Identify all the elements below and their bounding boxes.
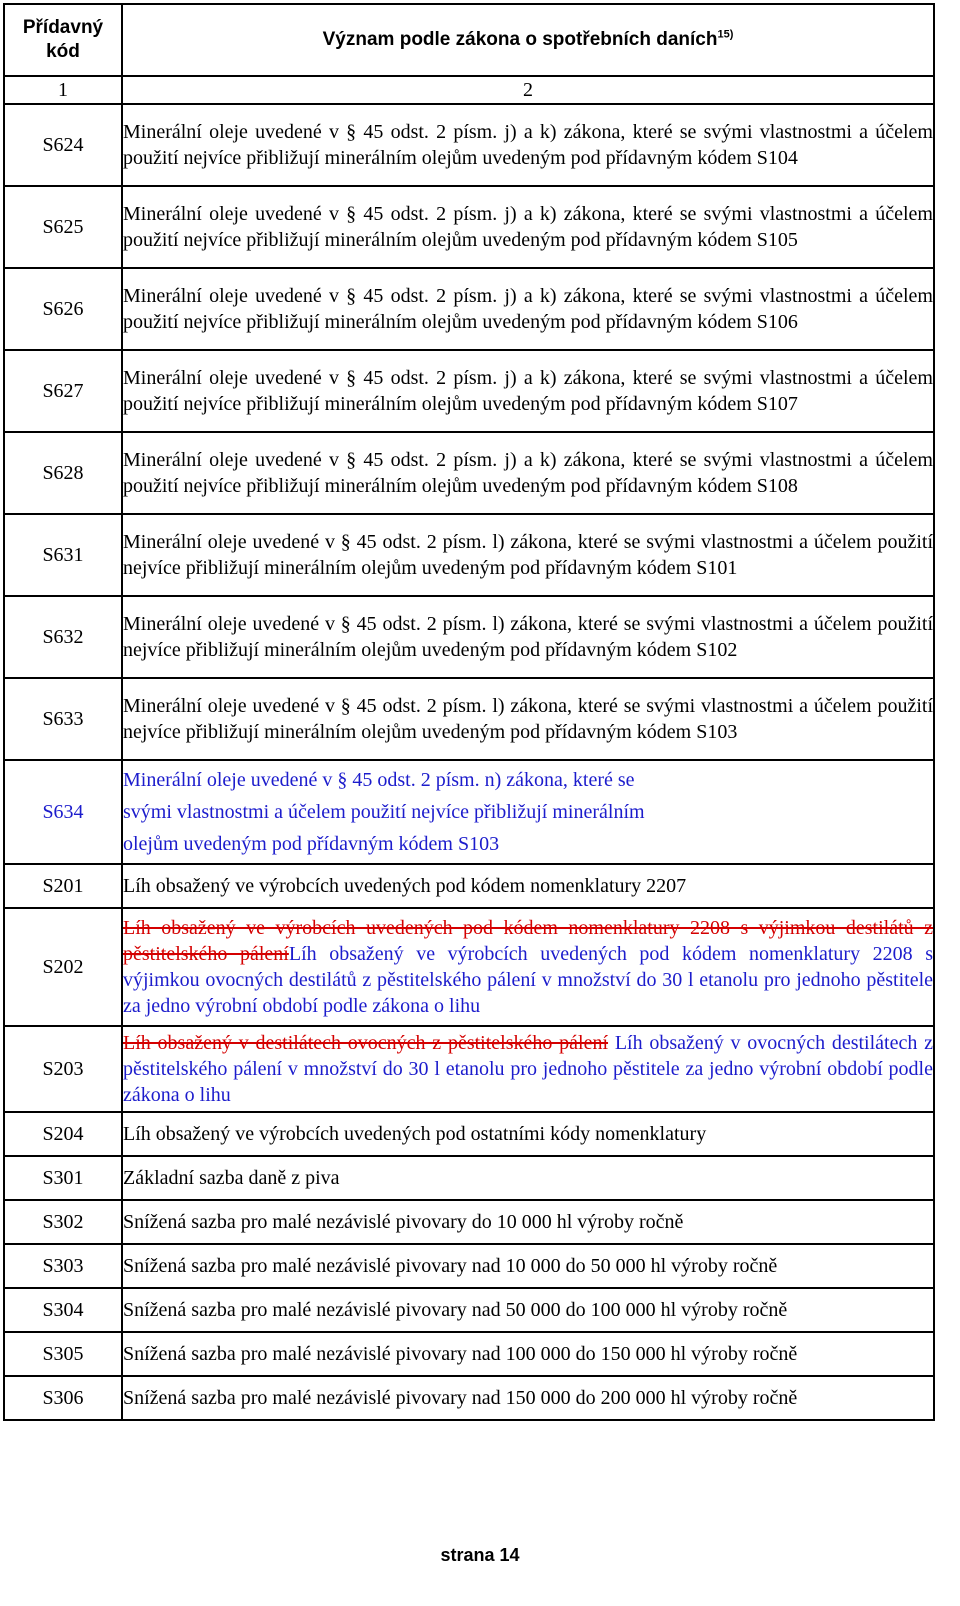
inserted-text: Líh obsažený v ovocných destilátech z pěstitelského pálení v množství do 30 l etanolu pro jednoho pěstitele za jedno výrobní období podle zákona o lihu: [123, 1032, 934, 1106]
table-row-s634: [4, 760, 934, 864]
table-row: [4, 1376, 934, 1420]
code-cell: S304: [4, 1288, 122, 1332]
deleted-text: Líh obsažený v destilátech ovocných z pěstitelského pálení: [123, 1032, 609, 1054]
description-cell: Minerální oleje uvedené v § 45 odst. 2 písm. j) a k) zákona, které se svými vlastnostmi a účelem použití nejvíce přibližují minerálním olejům uvedeným pod přídavným kódem S106: [122, 268, 934, 350]
table-row-s203: [4, 1026, 934, 1112]
code-cell: S633: [4, 678, 122, 760]
table-row: [4, 1244, 934, 1288]
table-row: [4, 432, 934, 514]
header-meaning: [122, 4, 934, 76]
description-cell: Základní sazba daně z piva: [122, 1156, 934, 1200]
column-number-2: 2: [122, 76, 934, 104]
description-cell: Snížená sazba pro malé nezávislé pivovary nad 100 000 do 150 000 hl výroby ročně: [122, 1332, 934, 1376]
code-cell: S631: [4, 514, 122, 596]
code-cell: S626: [4, 268, 122, 350]
description-cell: Minerální oleje uvedené v § 45 odst. 2 písm. j) a k) zákona, které se svými vlastnostmi a účelem použití nejvíce přibližují minerálním olejům uvedeným pod přídavným kódem S107: [122, 350, 934, 432]
code-cell: S627: [4, 350, 122, 432]
column-numbers-row: [4, 76, 934, 104]
header-code: [4, 4, 122, 76]
table-row: [4, 864, 934, 908]
code-cell: S201: [4, 864, 122, 908]
table-row: [4, 1332, 934, 1376]
code-cell: S628: [4, 432, 122, 514]
description-cell-amended: [122, 908, 934, 1026]
table-row: [4, 350, 934, 432]
description-cell: Minerální oleje uvedené v § 45 odst. 2 písm. l) zákona, které se svými vlastnostmi a účelem použití nejvíce přibližují minerálním olejům uvedeným pod přídavným kódem S102: [122, 596, 934, 678]
code-cell: S625: [4, 186, 122, 268]
table-row: [4, 1112, 934, 1156]
description-cell: Minerální oleje uvedené v § 45 odst. 2 písm. j) a k) zákona, které se svými vlastnostmi a účelem použití nejvíce přibližují minerálním olejům uvedeným pod přídavným kódem S104: [122, 104, 934, 186]
inserted-line: svými vlastnostmi a účelem použití nejvíce přibližují minerálním: [123, 801, 645, 823]
table-row: [4, 1200, 934, 1244]
description-cell: Snížená sazba pro malé nezávislé pivovary do 10 000 hl výroby ročně: [122, 1200, 934, 1244]
description-cell: Minerální oleje uvedené v § 45 odst. 2 písm. l) zákona, které se svými vlastnostmi a účelem použití nejvíce přibližují minerálním olejům uvedeným pod přídavným kódem S103: [122, 678, 934, 760]
page-number: strana 14: [440, 1545, 520, 1565]
table-row: [4, 596, 934, 678]
table-row: [4, 104, 934, 186]
header-code-line2: kód: [46, 41, 80, 62]
code-cell: S634: [4, 760, 122, 864]
inserted-line: olejům uvedeným pod přídavným kódem S103: [123, 833, 500, 855]
deleted-text: Líh obsažený ve výrobcích uvedených pod kódem nomenklatury 2208 s výjimkou destilátů z pěstitelského pálení: [123, 917, 933, 965]
code-cell: S306: [4, 1376, 122, 1420]
table-row-s202: [4, 908, 934, 1026]
description-cell-amended: [122, 1026, 934, 1112]
table-row: [4, 186, 934, 268]
description-cell: Líh obsažený ve výrobcích uvedených pod kódem nomenklatury 2207: [122, 864, 934, 908]
code-cell: S202: [4, 908, 122, 1026]
description-cell: Minerální oleje uvedené v § 45 odst. 2 písm. l) zákona, které se svými vlastnostmi a účelem použití nejvíce přibližují minerálním olejům uvedeným pod přídavným kódem S101: [122, 514, 934, 596]
description-cell: Minerální oleje uvedené v § 45 odst. 2 písm. j) a k) zákona, které se svými vlastnostmi a účelem použití nejvíce přibližují minerálním olejům uvedeným pod přídavným kódem S105: [122, 186, 934, 268]
description-cell: Snížená sazba pro malé nezávislé pivovary nad 10 000 do 50 000 hl výroby ročně: [122, 1244, 934, 1288]
code-cell: S624: [4, 104, 122, 186]
code-cell: S203: [4, 1026, 122, 1112]
description-cell: Snížená sazba pro malé nezávislé pivovary nad 50 000 do 100 000 hl výroby ročně: [122, 1288, 934, 1332]
inserted-line: Minerální oleje uvedené v § 45 odst. 2 písm. n) zákona, které se: [123, 769, 635, 791]
header-meaning-title: Význam podle zákona o spotřebních daních: [322, 29, 718, 50]
table-row: [4, 514, 934, 596]
description-cell: Snížená sazba pro malé nezávislé pivovary nad 150 000 do 200 000 hl výroby ročně: [122, 1376, 934, 1420]
codes-table: [3, 3, 935, 1421]
description-cell-inserted: [122, 760, 934, 864]
code-cell: S302: [4, 1200, 122, 1244]
header-footnote: 15): [717, 28, 734, 41]
code-cell: S204: [4, 1112, 122, 1156]
description-cell: Líh obsažený ve výrobcích uvedených pod ostatními kódy nomenklatury: [122, 1112, 934, 1156]
code-cell: S301: [4, 1156, 122, 1200]
description-cell: Minerální oleje uvedené v § 45 odst. 2 písm. j) a k) zákona, které se svými vlastnostmi a účelem použití nejvíce přibližují minerálním olejům uvedeným pod přídavným kódem S108: [122, 432, 934, 514]
table-row: [4, 678, 934, 760]
table-row: [4, 1288, 934, 1332]
code-cell: S632: [4, 596, 122, 678]
header-row: [4, 4, 934, 76]
table-row: [4, 268, 934, 350]
header-code-line1: Přídavný: [22, 17, 104, 38]
code-cell: S303: [4, 1244, 122, 1288]
inserted-text: Líh obsažený ve výrobcích uvedených pod kódem nomenklatury 2208 s výjimkou ovocných destilátů z pěstitelského pálení v množství do 30 l etanolu pro jednoho pěstitele za jedno výrobní období podle zákona o lihu: [123, 943, 934, 1017]
column-number-1: 1: [4, 76, 122, 104]
table-row: [4, 1156, 934, 1200]
code-cell: S305: [4, 1332, 122, 1376]
